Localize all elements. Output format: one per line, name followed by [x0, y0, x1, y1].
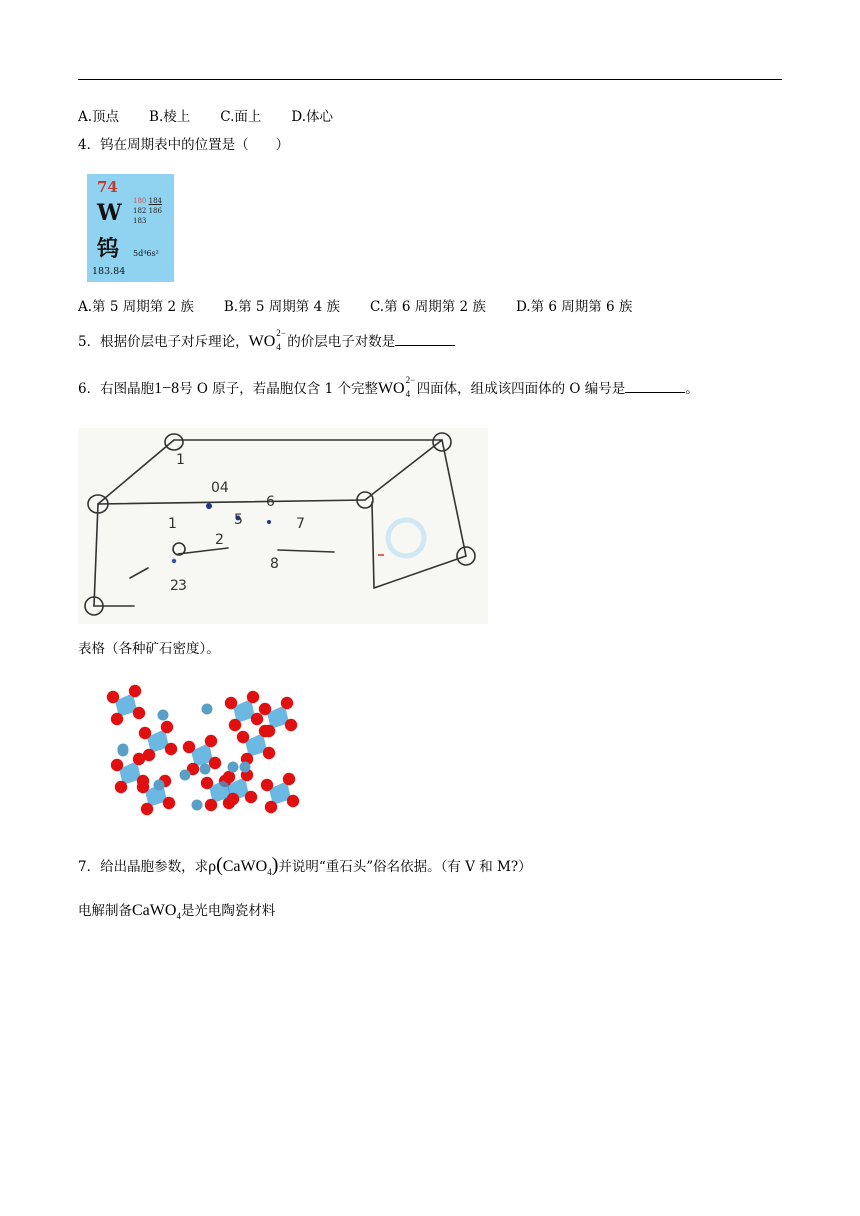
- q5-stem: [78, 328, 455, 352]
- oxygen-atom: [205, 799, 217, 811]
- element-symbol: W: [97, 200, 122, 226]
- q6-end: 。: [685, 381, 699, 397]
- oxygen-atom: [163, 797, 175, 809]
- oxygen-atom: [129, 685, 141, 697]
- element-chinese-name: 钨: [97, 236, 120, 262]
- sketch-label-3: 3: [178, 578, 187, 594]
- q5-prefix: 5．根据价层电子对斥理论，: [78, 334, 249, 350]
- q6-range: 1−8: [154, 380, 180, 397]
- sketch-label-1: 1: [176, 452, 185, 468]
- oxygen-atom: [283, 773, 295, 785]
- sketch-label-3-mark: 1: [168, 516, 177, 532]
- last-suffix: 是光电陶瓷材料: [180, 903, 276, 919]
- calcium-atom: [200, 764, 211, 775]
- isotope-list: [133, 196, 162, 226]
- q4-option-c[interactable]: C.第 6 周期第 2 族: [369, 299, 486, 315]
- isotope-row-3: 183: [133, 217, 147, 225]
- oxygen-atom: [227, 793, 239, 805]
- last-formula: CaWO$_4$: [132, 902, 181, 922]
- q7-stem: [78, 856, 532, 876]
- sketch-label-6: 6: [266, 494, 275, 510]
- oxygen-atom: [111, 713, 123, 725]
- oxygen-atom: [107, 691, 119, 703]
- oxygen-atom: [161, 721, 173, 733]
- oxygen-atom: [287, 795, 299, 807]
- oxygen-atom: [223, 771, 235, 783]
- oxygen-atom: [141, 803, 153, 815]
- q6-prefix: 6．右图晶胞: [78, 381, 155, 397]
- oxygen-atom: [251, 713, 263, 725]
- oxygen-atom: [133, 753, 145, 765]
- unit-cell-sketch: [78, 428, 488, 624]
- atom-dot-4: [206, 503, 212, 509]
- isotope-184: 184: [148, 197, 162, 205]
- sketch-label-2: 2: [215, 532, 224, 548]
- isotope-row-2: 182 186: [133, 207, 162, 215]
- calcium-atom: [180, 770, 191, 781]
- oxygen-atom: [183, 741, 195, 753]
- oxygen-atom: [247, 691, 259, 703]
- oxygen-atom: [201, 777, 213, 789]
- sketch-label-8: 8: [270, 556, 279, 572]
- sketch-label-4: 04: [211, 480, 229, 496]
- q7-rho-formula: ρ(CaWO$_4$): [208, 854, 279, 878]
- atomic-number: 74: [97, 178, 118, 196]
- oxygen-atom: [259, 725, 271, 737]
- oxygen-atom: [205, 735, 217, 747]
- calcium-atom: [240, 762, 251, 773]
- last-line: [78, 902, 275, 920]
- atom-dot-7: [267, 520, 271, 524]
- q6-stem: [78, 375, 699, 399]
- q5-suffix: 的价层电子对数是: [287, 334, 396, 350]
- q4-options: [78, 298, 632, 316]
- atomic-mass: 183.84: [92, 266, 126, 277]
- oxygen-atom: [281, 697, 293, 709]
- q5-formula: WO 2− 4: [248, 328, 286, 352]
- sketch-background: [78, 428, 488, 624]
- q7-suffix: 并说明“重石头”俗名依据。（有 V 和 M?）: [278, 859, 532, 875]
- q6-formula: WO 2− 4: [377, 375, 416, 399]
- table-note: 表格（各种矿石密度）。: [78, 641, 220, 657]
- q3-option-b[interactable]: B.棱上: [149, 109, 191, 125]
- q7-prefix: 7．给出晶胞参数，求: [78, 859, 209, 875]
- q5-answer-blank[interactable]: [395, 333, 455, 346]
- header-rule: [78, 79, 782, 80]
- q6-answer-blank[interactable]: [625, 380, 685, 393]
- oxygen-atom: [225, 697, 237, 709]
- sketch-label-2b: 2: [170, 578, 179, 594]
- calcium-atom: [202, 704, 213, 715]
- oxygen-atom: [237, 731, 249, 743]
- oxygen-atom: [259, 703, 271, 715]
- sketch-label-7: 7: [296, 516, 305, 532]
- atom-dot-2: [172, 559, 176, 563]
- q6-suffix: 四面体，组成该四面体的 O 编号是: [416, 381, 626, 397]
- oxygen-atom: [165, 743, 177, 755]
- isotope-180: 180: [133, 197, 147, 205]
- calcium-atom: [192, 800, 203, 811]
- q3-option-a[interactable]: A.顶点: [78, 109, 120, 125]
- oxygen-atom: [137, 781, 149, 793]
- oxygen-atom: [229, 719, 241, 731]
- tungsten-element-card: [87, 174, 174, 282]
- calcium-atom: [154, 780, 165, 791]
- oxygen-atom: [261, 779, 273, 791]
- q4-stem: 4．钨在周期表中的位置是（ ）: [78, 137, 290, 153]
- last-prefix: 电解制备: [78, 903, 132, 919]
- oxygen-atom: [263, 747, 275, 759]
- oxygen-atom: [245, 791, 257, 803]
- q6-middle: 号 O 原子，若晶胞仅含 1 个完整: [179, 381, 378, 397]
- q3-option-c[interactable]: C.面上: [220, 109, 262, 125]
- oxygen-atom: [285, 719, 297, 731]
- calcium-atom: [158, 710, 169, 721]
- oxygen-atom: [115, 781, 127, 793]
- electron-config: 5d⁴6s²: [133, 249, 159, 258]
- q4-option-b[interactable]: B.第 5 周期第 4 族: [223, 299, 340, 315]
- oxygen-atom: [209, 757, 221, 769]
- q3-options: [78, 108, 333, 126]
- calcium-atom: [118, 746, 129, 757]
- sketch-label-5: 5: [234, 512, 243, 528]
- cawo4-crystal-structure: [95, 683, 311, 833]
- q4-option-d[interactable]: D.第 6 周期第 6 族: [515, 299, 633, 315]
- oxygen-atom: [139, 727, 151, 739]
- calcium-atom: [228, 762, 239, 773]
- q4-option-a[interactable]: A.第 5 周期第 2 族: [78, 299, 194, 315]
- oxygen-atom: [265, 801, 277, 813]
- q3-option-d[interactable]: D.体心: [291, 109, 334, 125]
- oxygen-atom: [111, 759, 123, 771]
- oxygen-atom: [133, 707, 145, 719]
